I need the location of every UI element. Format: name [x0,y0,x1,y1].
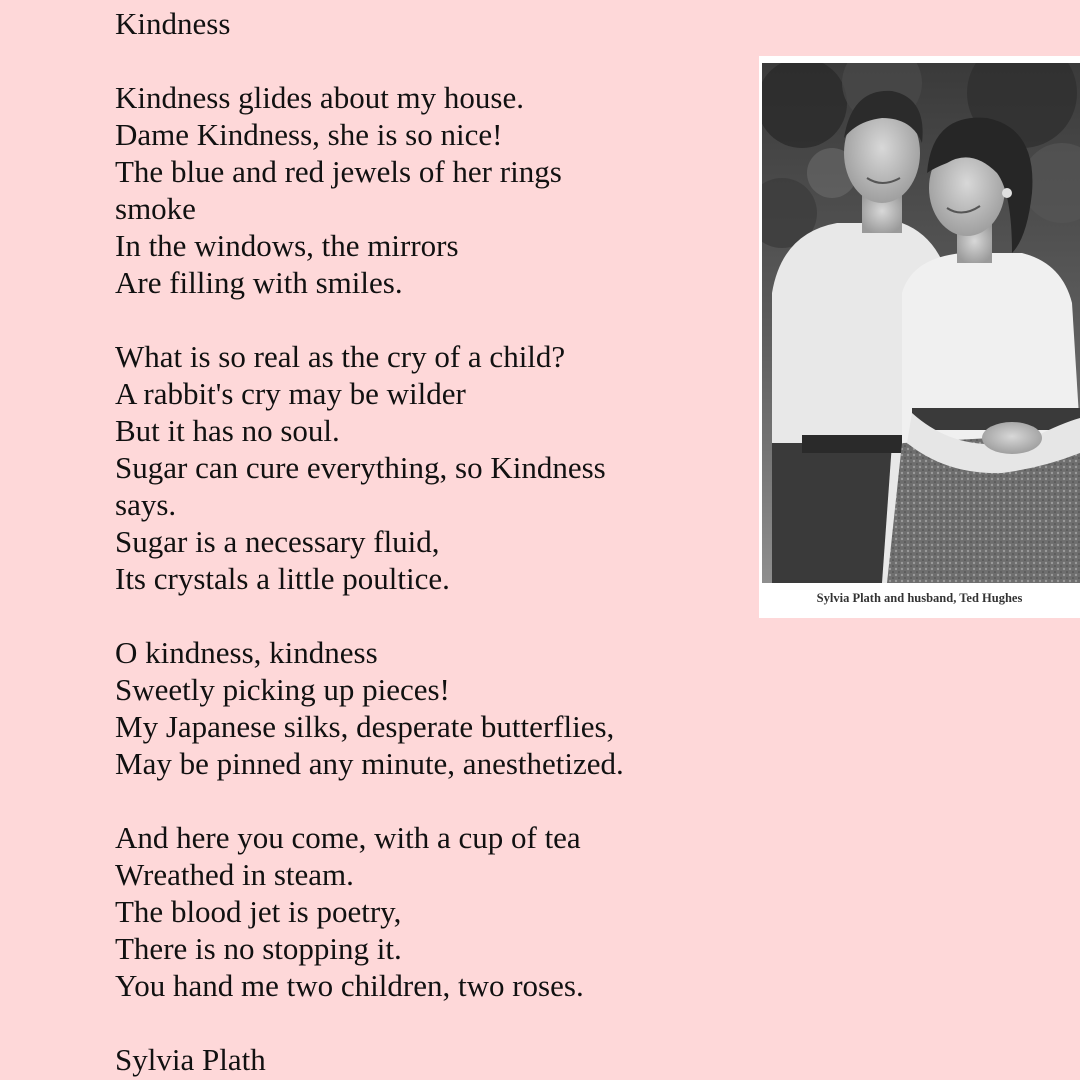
stanza [115,819,715,1004]
couple-photo [762,63,1080,583]
poem-line: The blood jet is poetry, [115,894,402,929]
stanza [115,79,715,301]
stanza-break [115,597,715,634]
poem-line: The blue and red jewels of her rings [115,154,562,189]
poem-line: Its crystals a little poultice. [115,561,450,596]
poem-line: O kindness, kindness [115,635,378,670]
stanza [115,338,715,597]
poem-line: A rabbit's cry may be wilder [115,376,466,411]
poem-line: Dame Kindness, she is so nice! [115,117,503,152]
poem-line: Are filling with smiles. [115,265,403,300]
poem-line: Sugar can cure everything, so Kindness [115,450,606,485]
stanza-break [115,1004,715,1041]
poem-title: Kindness [115,6,231,41]
poem-line: You hand me two children, two roses. [115,968,584,1003]
stanza-break [115,782,715,819]
poem-line: But it has no soul. [115,413,340,448]
couple-photo-illustration [762,63,1080,583]
poem-author: Sylvia Plath [115,1042,266,1077]
photo-caption: Sylvia Plath and husband, Ted Hughes [816,591,1023,605]
poem [115,5,715,1078]
poem-line: My Japanese silks, desperate butterflies, [115,709,615,744]
poem-line: May be pinned any minute, anesthetized. [115,746,624,781]
stanza [115,634,715,782]
poem-line: says. [115,487,177,522]
poem-line: Kindness glides about my house. [115,80,524,115]
poem-line: smoke [115,191,196,226]
poem-line: Wreathed in steam. [115,857,354,892]
poem-line: And here you come, with a cup of tea [115,820,581,855]
poem-line: There is no stopping it. [115,931,402,966]
poem-line: In the windows, the mirrors [115,228,459,263]
poem-line: Sugar is a necessary fluid, [115,524,440,559]
poem-line: What is so real as the cry of a child? [115,339,566,374]
stanza-break [115,301,715,338]
photo-card [759,56,1080,618]
poem-line: Sweetly picking up pieces! [115,672,450,707]
